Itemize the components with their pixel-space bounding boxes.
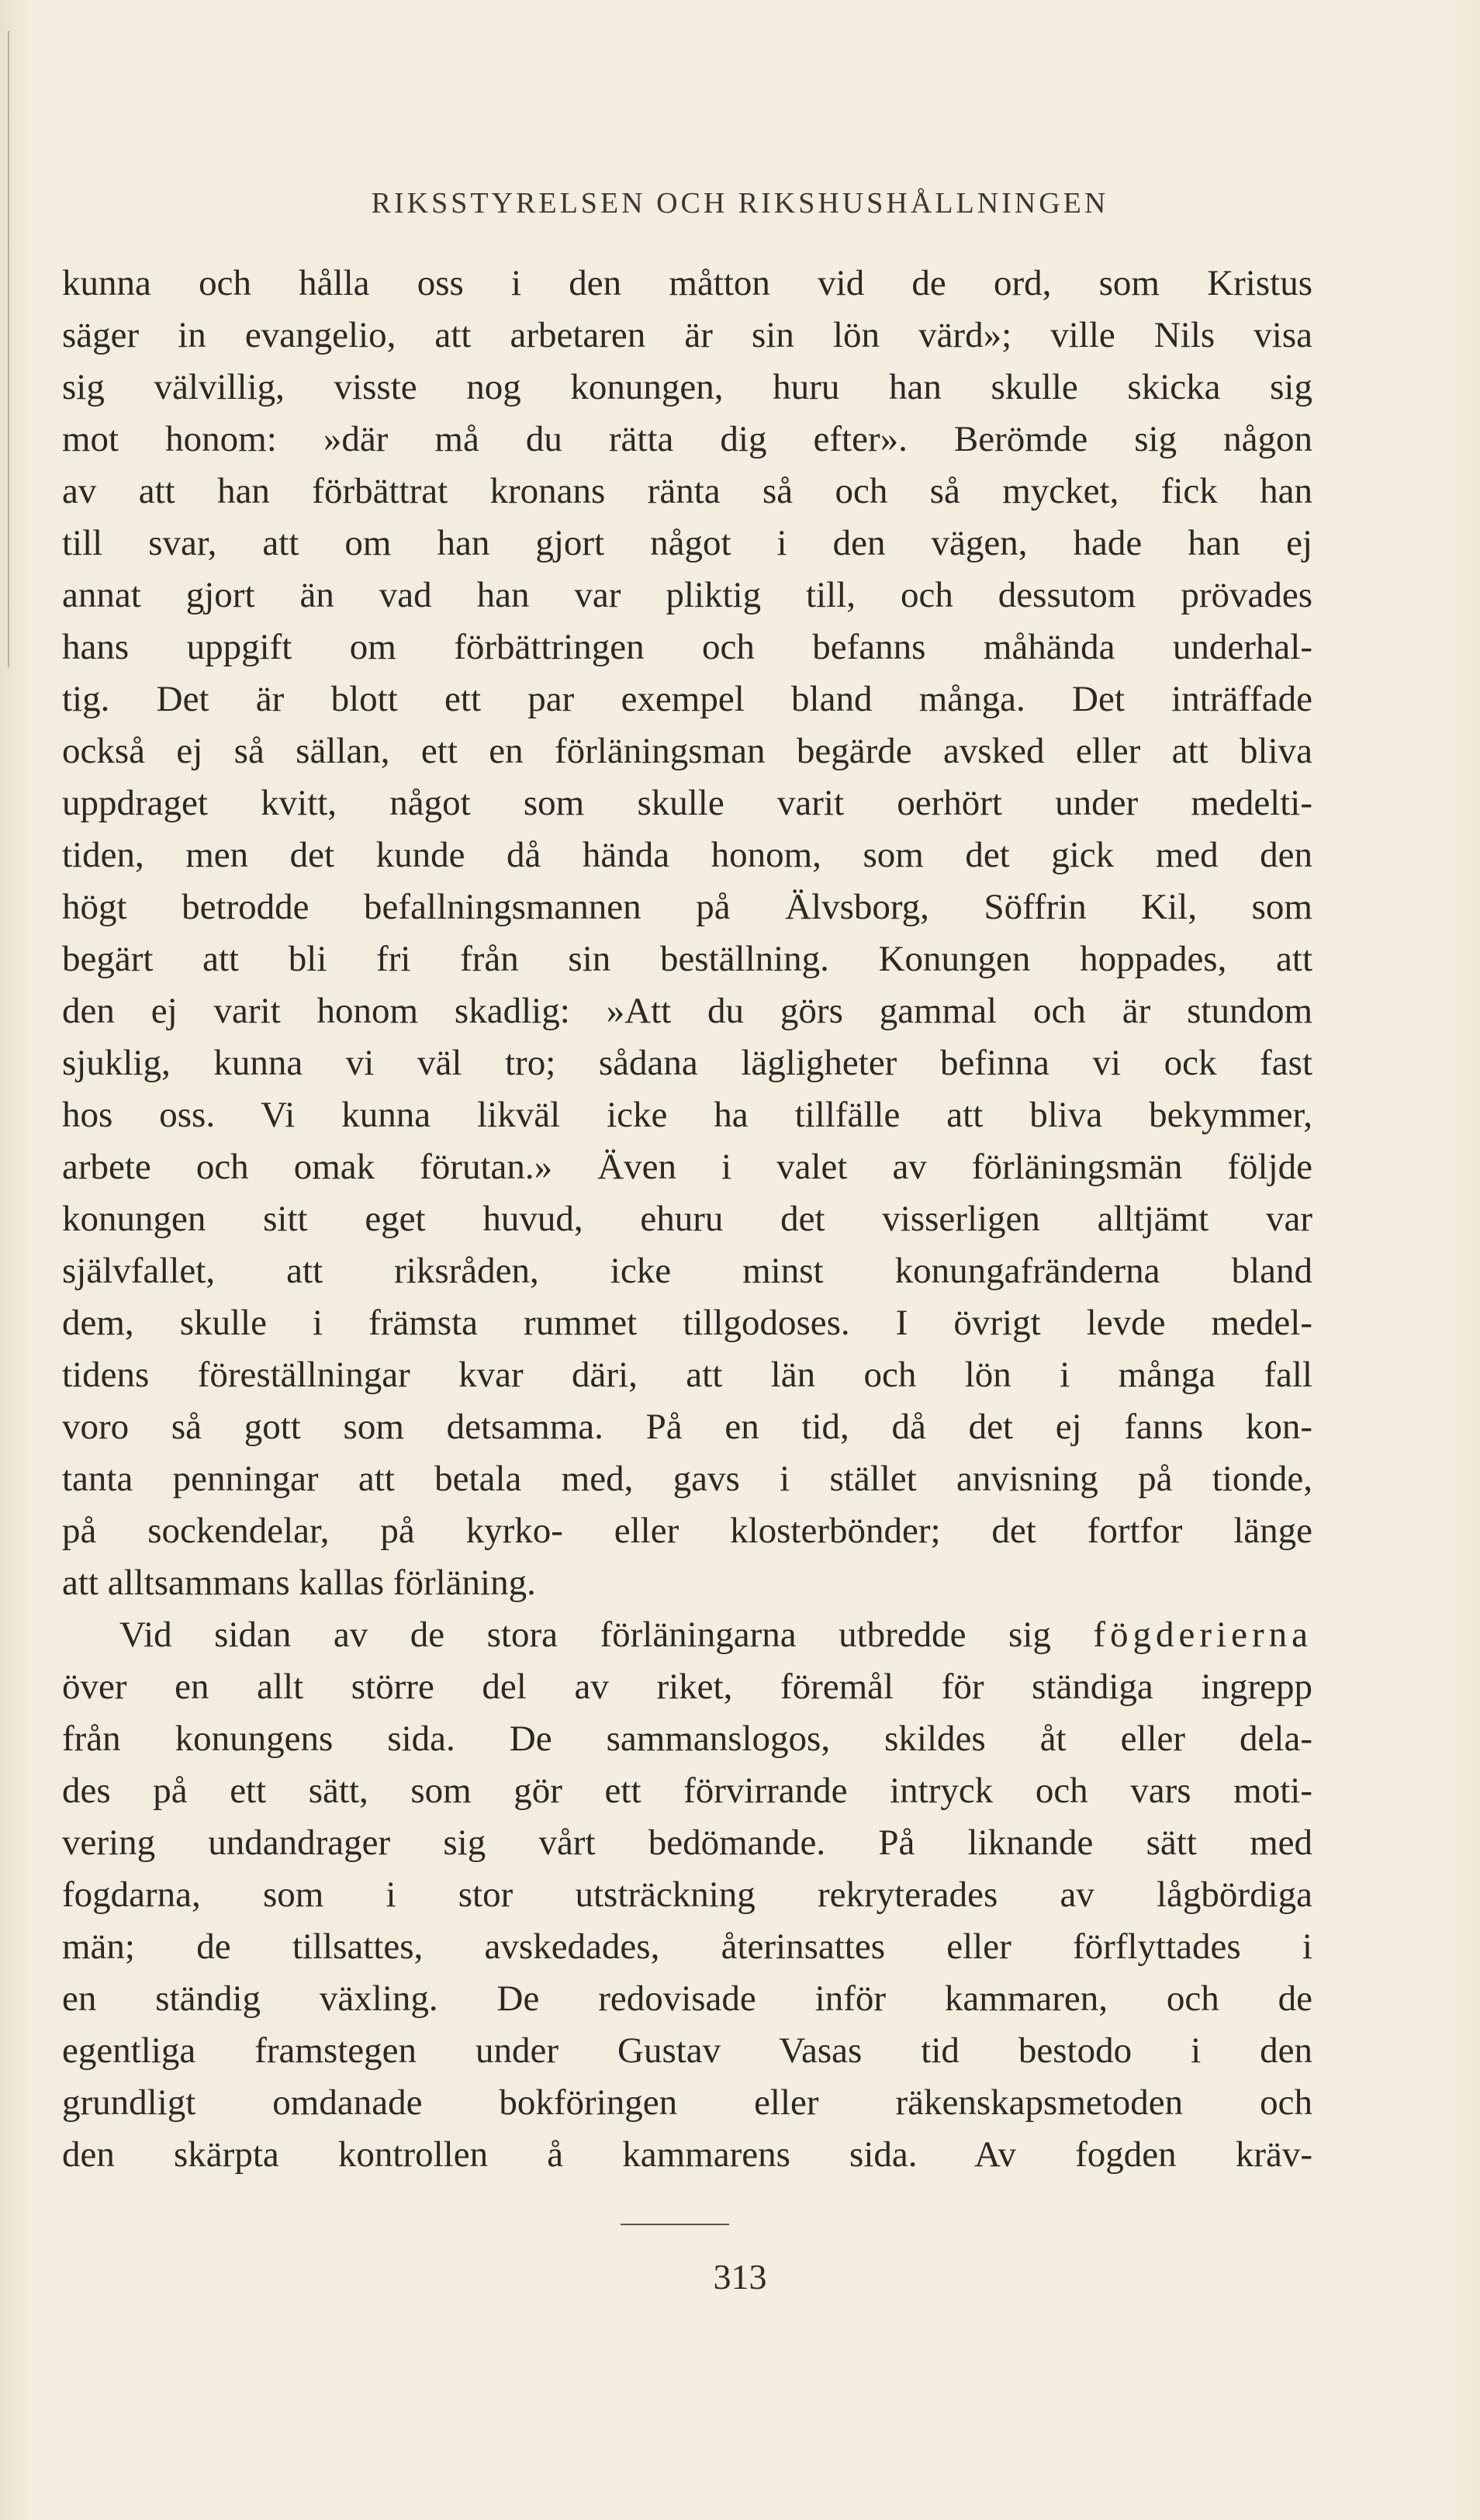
- text-line: självfallet, att riksråden, icke minst konungafränderna bland: [62, 1251, 1312, 1291]
- text-line: egentliga framstegen under Gustav Vasas tid bestodo i den: [62, 2030, 1312, 2071]
- text-line: hos oss. Vi kunna likväl icke ha tillfälle att bliva bekymmer,: [62, 1095, 1312, 1135]
- text-line: arbete och omak förutan.» Även i valet av förläningsmän följde: [62, 1147, 1312, 1187]
- text-line: också ej så sällan, ett en förläningsman begärde avsked eller att bliva: [62, 731, 1312, 771]
- footer-rule: [621, 2224, 729, 2225]
- text-line: sig välvillig, visste nog konungen, huru han skulle skicka sig: [62, 367, 1312, 407]
- text-line: hans uppgift om förbättringen och befanns måhända underhal-: [62, 627, 1312, 667]
- text-line: över en allt större del av riket, föremål för ständiga ingrepp: [62, 1667, 1312, 1707]
- text-line: högt betrodde befallningsmannen på Älvsborg, Söffrin Kil, som: [62, 887, 1312, 927]
- running-head: RIKSSTYRELSEN OCH RIKSHUSHÅLLNINGEN: [371, 187, 1109, 220]
- text-line: den skärpta kontrollen å kammarens sida. Av fogden kräv-: [62, 2134, 1312, 2175]
- text-line: av att han förbättrat kronans ränta så och så mycket, fick han: [62, 471, 1312, 511]
- paragraph-first-line: [62, 1609, 1312, 1661]
- text-line: en ständig växling. De redovisade inför kammaren, och de: [62, 1978, 1312, 2019]
- text-line: fogdarna, som i stor utsträckning rekryterades av lågbördiga: [62, 1874, 1312, 1915]
- paragraph-start-text: Vid sidan av de stora förläningarna utbredde sig: [119, 1615, 1051, 1655]
- text-line: tanta penningar att betala med, gavs i stället anvisning på tionde,: [62, 1459, 1312, 1499]
- text-line: tiden, men det kunde då hända honom, som det gick med den: [62, 835, 1312, 875]
- body-text: [62, 258, 1312, 2181]
- text-line: på sockendelar, på kyrko- eller klosterbönder; det fortfor länge: [62, 1511, 1312, 1551]
- text-line: kunna och hålla oss i den måtton vid de ord, som Kristus: [62, 263, 1312, 303]
- page-number: 313: [713, 2257, 767, 2297]
- text-line: dem, skulle i främsta rummet tillgodoses. I övrigt levde medel-: [62, 1303, 1312, 1343]
- text-line: konungen sitt eget huvud, ehuru det visserligen alltjämt var: [62, 1199, 1312, 1239]
- text-line: voro så gott som detsamma. På en tid, då det ej fanns kon-: [62, 1407, 1312, 1447]
- text-line: annat gjort än vad han var pliktig till, och dessutom prövades: [62, 575, 1312, 615]
- text-line: tig. Det är blott ett par exempel bland många. Det inträffade: [62, 679, 1312, 719]
- text-line: sjuklig, kunna vi väl tro; sådana lägligheter befinna vi ock fast: [62, 1043, 1312, 1083]
- text-line: att alltsammans kallas förläning.: [62, 1563, 536, 1603]
- text-line: från konungens sida. De sammanslogos, skildes åt eller dela-: [62, 1719, 1312, 1759]
- text-line: män; de tillsattes, avskedades, återinsattes eller förflyttades i: [62, 1926, 1312, 1967]
- text-line: till svar, att om han gjort något i den vägen, hade han ej: [62, 523, 1312, 563]
- text-line: tidens föreställningar kvar däri, att län och lön i många fall: [62, 1355, 1312, 1395]
- text-line: mot honom: »där må du rätta dig efter». Berömde sig någon: [62, 419, 1312, 459]
- text-line: begärt att bli fri från sin beställning. Konungen hoppades, att: [62, 939, 1312, 979]
- text-line: säger in evangelio, att arbetaren är sin lön värd»; ville Nils visa: [62, 315, 1312, 355]
- page-edge-line: [8, 31, 9, 667]
- text-line: des på ett sätt, som gör ett förvirrande intryck och vars moti-: [62, 1771, 1312, 1811]
- text-line: grundligt omdanade bokföringen eller räkenskapsmetoden och: [62, 2082, 1312, 2123]
- text-line: vering undandrager sig vårt bedömande. På liknande sätt med: [62, 1822, 1312, 1863]
- emphasized-term: fögderierna: [1093, 1615, 1312, 1655]
- text-line: den ej varit honom skadlig: »Att du görs gammal och är stundom: [62, 991, 1312, 1031]
- text-line: uppdraget kvitt, något som skulle varit oerhört under medelti-: [62, 783, 1312, 823]
